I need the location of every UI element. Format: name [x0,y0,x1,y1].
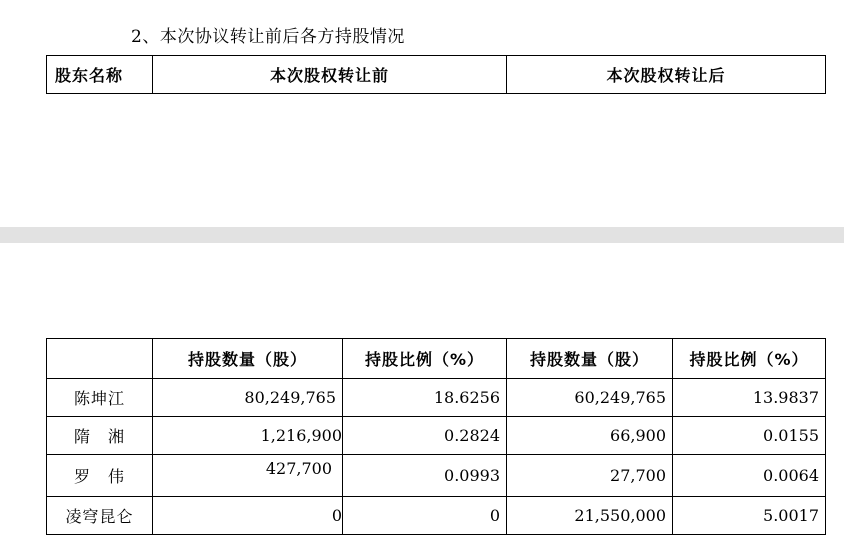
ratio-after: 5.0017 [673,497,826,535]
ratio-before: 0.0993 [343,455,507,497]
shares-after: 21,550,000 [507,497,673,535]
table-row [47,497,826,535]
header-before-transfer: 本次股权转让前 [153,56,507,94]
header-ratio-before: 持股比例（%） [343,339,507,379]
table-row [47,455,826,497]
shares-before: 427,700 [153,455,343,497]
shares-after: 60,249,765 [507,379,673,417]
table-row [47,379,826,417]
shares-before: 80,249,765 [153,379,343,417]
shareholder-name: 罗 伟 [47,455,153,497]
shareholder-name: 凌穹昆仑 [47,497,153,535]
ratio-before: 0.2824 [343,417,507,455]
header-blank-cell [47,339,153,379]
shareholder-name: 隋 湘 [47,417,153,455]
table-row [47,56,826,94]
table-row [47,417,826,455]
ratio-before: 18.6256 [343,379,507,417]
section-heading: 2、本次协议转让前后各方持股情况 [131,27,405,47]
table-row [47,339,826,379]
ratio-after: 0.0064 [673,455,826,497]
header-ratio-after: 持股比例（%） [673,339,826,379]
ratio-before: 0 [343,497,507,535]
page-break-divider [0,227,844,243]
ratio-after: 0.0155 [673,417,826,455]
shareholding-table-header [46,55,826,94]
shares-before: 0 [153,497,343,535]
header-shares-before: 持股数量（股） [153,339,343,379]
shareholding-table-body [46,338,826,535]
header-after-transfer: 本次股权转让后 [507,56,826,94]
ratio-after: 13.9837 [673,379,826,417]
shares-before: 1,216,900 [153,417,343,455]
shareholder-name: 陈坤江 [47,379,153,417]
header-shareholder-name: 股东名称 [47,56,153,94]
shares-after: 66,900 [507,417,673,455]
header-shares-after: 持股数量（股） [507,339,673,379]
shares-after: 27,700 [507,455,673,497]
